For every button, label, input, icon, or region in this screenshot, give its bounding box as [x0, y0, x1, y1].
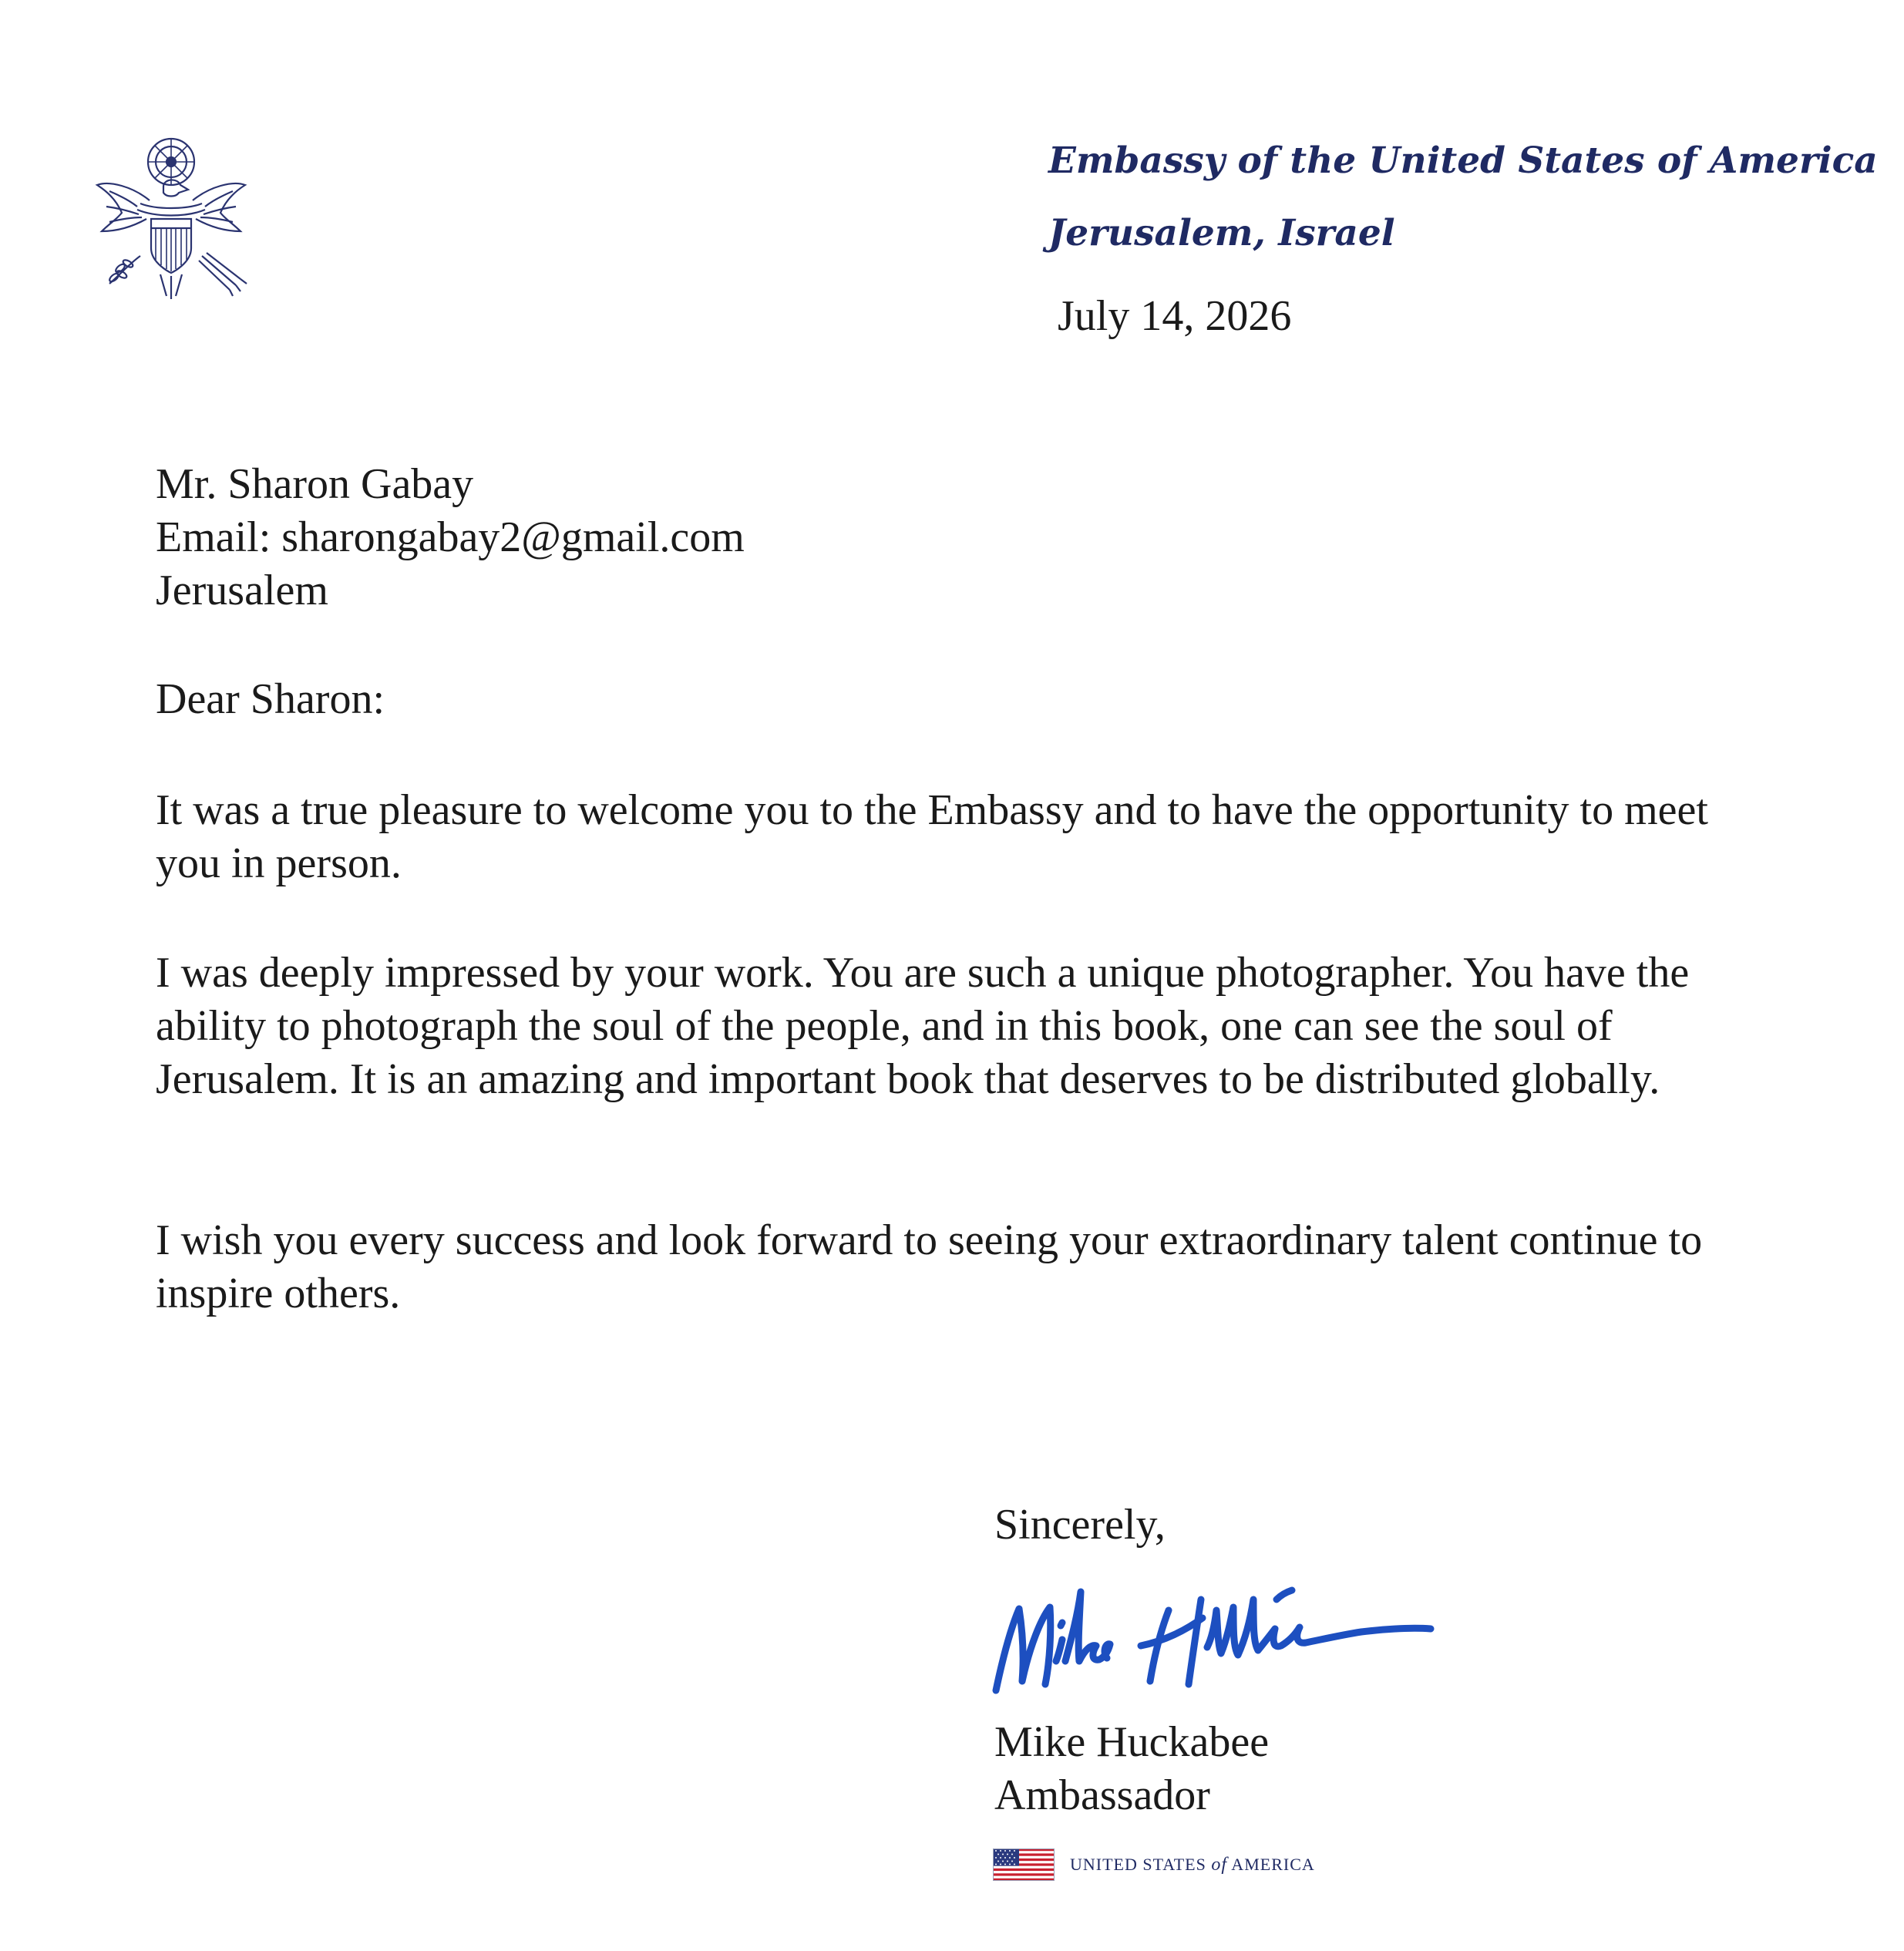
- salutation: Dear Sharon:: [156, 675, 385, 723]
- recipient-name: Mr. Sharon Gabay: [156, 460, 474, 508]
- letter-date: July 14, 2026: [1058, 292, 1292, 340]
- handwritten-signature: [979, 1546, 1441, 1707]
- recipient-email: Email: sharongabay2@gmail.com: [156, 513, 745, 561]
- signer-block: [994, 1716, 1269, 1822]
- footer: [993, 1848, 1315, 1881]
- body-paragraph-2: I was deeply impressed by your work. You are such a unique photographer. You have the ability to photograph the soul of the people, and in this book, one can see the soul of Jerusalem. It is an amazing and important book that deserves to be distributed globally.: [156, 949, 1690, 1103]
- embassy-location: Jerusalem, Israel: [1048, 212, 1395, 254]
- footer-text-of: of: [1211, 1854, 1228, 1875]
- embassy-name: Embassy of the United States of America: [1048, 140, 1878, 182]
- footer-text-before: UNITED STATES: [1070, 1854, 1212, 1874]
- closing: Sincerely,: [994, 1501, 1166, 1549]
- body-paragraph-1: It was a true pleasure to welcome you to the Embassy and to have the opportunity to meet you in person.: [156, 786, 1708, 887]
- recipient-city: Jerusalem: [156, 567, 328, 614]
- signer-title: Ambassador: [994, 1771, 1210, 1819]
- great-seal-eagle-icon: [86, 133, 256, 304]
- signer-name: Mike Huckabee: [994, 1718, 1270, 1766]
- body-paragraph-3: I wish you every success and look forward to seeing your extraordinary talent continue to inspire others.: [156, 1216, 1703, 1317]
- letterhead: [1048, 125, 1878, 270]
- recipient-address: [156, 458, 745, 617]
- footer-text-after: AMERICA: [1227, 1854, 1315, 1874]
- us-flag-icon: [993, 1848, 1055, 1881]
- footer-text: [1070, 1855, 1315, 1875]
